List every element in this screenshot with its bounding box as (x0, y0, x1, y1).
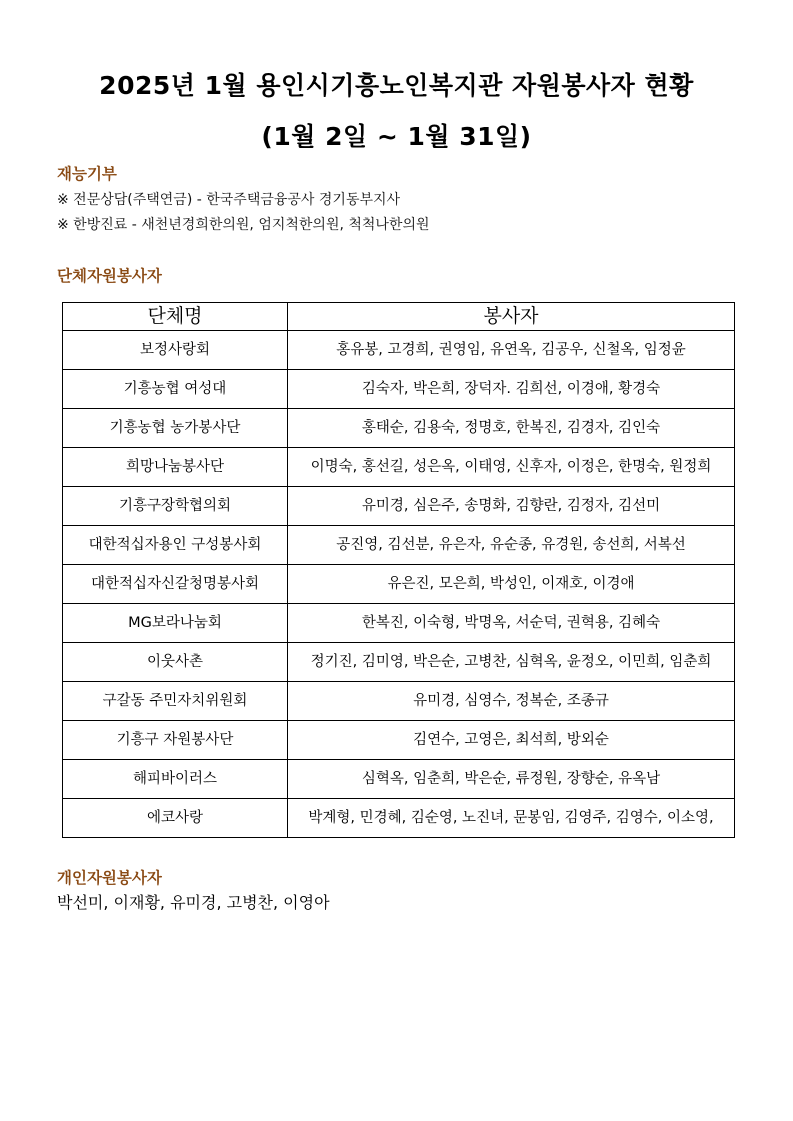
group-name-cell: 기흥구 자원봉사단 (63, 721, 288, 760)
page-subtitle-period: (1월 2일 ~ 1월 31일) (261, 122, 532, 151)
table-row (63, 526, 735, 565)
group-name-cell: 기흥농협 여성대 (63, 370, 288, 409)
table-row (63, 331, 735, 370)
group-volunteers-heading: 단체자원봉사자 (57, 267, 162, 285)
members-cell: 공진영, 김선분, 유은자, 유순종, 유경원, 송선희, 서복선 (288, 526, 735, 565)
column-header-group-name: 단체명 (63, 303, 288, 331)
group-name-cell: 에코사랑 (63, 799, 288, 838)
group-name-cell: 이웃사촌 (63, 643, 288, 682)
group-name-cell: 기흥농협 농가봉사단 (63, 409, 288, 448)
members-cell: 홍태순, 김용숙, 정명호, 한복진, 김경자, 김인숙 (288, 409, 735, 448)
table-row (63, 487, 735, 526)
group-name-cell: MG보라나눔회 (63, 604, 288, 643)
table-row (63, 370, 735, 409)
members-cell: 유은진, 모은희, 박성인, 이재호, 이경애 (288, 565, 735, 604)
members-cell: 한복진, 이숙형, 박명옥, 서순덕, 권혁용, 김혜숙 (288, 604, 735, 643)
individual-volunteers-list: 박선미, 이재황, 유미경, 고병찬, 이영아 (57, 893, 330, 912)
table-row (63, 721, 735, 760)
talent-item-counseling: ※ 전문상담(주택연금) - 한국주택금융공사 경기동부지사 (57, 192, 401, 208)
table-row (63, 799, 735, 838)
talent-item-oriental-medicine: ※ 한방진료 - 새천년경희한의원, 엄지척한의원, 척척나한의원 (57, 217, 430, 233)
group-volunteer-table (62, 302, 735, 838)
table-header-row (63, 303, 735, 331)
members-cell: 홍유봉, 고경희, 권영임, 유연옥, 김공우, 신철옥, 임정윤 (288, 331, 735, 370)
group-name-cell: 대한적십자용인 구성봉사회 (63, 526, 288, 565)
members-cell: 정기진, 김미영, 박은순, 고병찬, 심혁옥, 윤정오, 이민희, 임춘희 (288, 643, 735, 682)
group-name-cell: 구갈동 주민자치위원회 (63, 682, 288, 721)
table-row (63, 604, 735, 643)
page-title: 2025년 1월 용인시기흥노인복지관 자원봉사자 현황 (99, 71, 694, 100)
table-row (63, 448, 735, 487)
table-row (63, 409, 735, 448)
group-name-cell: 보정사랑회 (63, 331, 288, 370)
table-row (63, 565, 735, 604)
group-name-cell: 기흥구장학협의회 (63, 487, 288, 526)
individual-volunteers-heading: 개인자원봉사자 (57, 869, 162, 887)
members-cell: 유미경, 심은주, 송명화, 김향란, 김정자, 김선미 (288, 487, 735, 526)
table-row (63, 682, 735, 721)
members-cell: 박계형, 민경혜, 김순영, 노진녀, 문봉임, 김영주, 김영수, 이소영, (288, 799, 735, 838)
members-cell: 이명숙, 홍선길, 성은옥, 이태영, 신후자, 이정은, 한명숙, 원정희 (288, 448, 735, 487)
column-header-volunteers: 봉사자 (288, 303, 735, 331)
talent-donation-heading: 재능기부 (57, 165, 117, 183)
group-name-cell: 대한적십자신갈청명봉사회 (63, 565, 288, 604)
members-cell: 김연수, 고영은, 최석희, 방외순 (288, 721, 735, 760)
members-cell: 심혁옥, 임춘희, 박은순, 류정원, 장향순, 유옥남 (288, 760, 735, 799)
group-name-cell: 희망나눔봉사단 (63, 448, 288, 487)
group-name-cell: 해피바이러스 (63, 760, 288, 799)
table-row (63, 760, 735, 799)
table-row (63, 643, 735, 682)
members-cell: 유미경, 심영수, 정복순, 조종규 (288, 682, 735, 721)
members-cell: 김숙자, 박은희, 장덕자. 김희선, 이경애, 황경숙 (288, 370, 735, 409)
